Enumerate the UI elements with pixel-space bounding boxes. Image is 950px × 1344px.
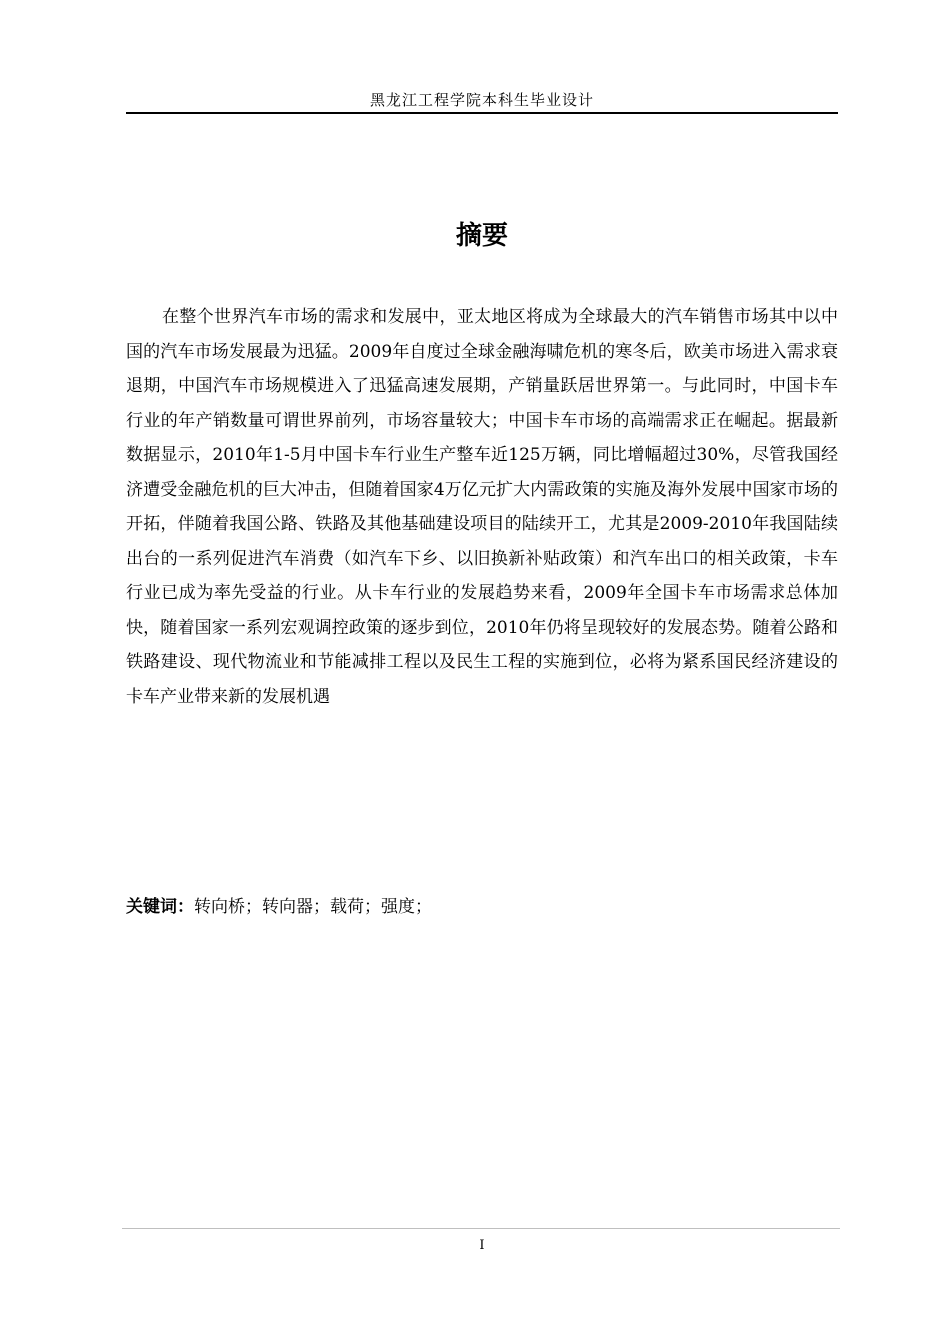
page-number: I	[479, 1238, 485, 1253]
header-text: 黑龙江工程学院本科生毕业设计	[369, 91, 594, 109]
footer-divider	[122, 1228, 840, 1229]
page-header	[126, 88, 838, 114]
keywords-value: 转向桥；转向器；载荷；强度；	[194, 897, 432, 917]
keywords-label: 关键词：	[126, 897, 194, 917]
keywords-line	[126, 893, 838, 921]
abstract-body	[126, 300, 838, 714]
abstract-title: 摘要	[455, 221, 508, 251]
abstract-paragraph: 在整个世界汽车市场的需求和发展中，亚太地区将成为全球最大的汽车销售市场其中以中国的汽车市场发展最为迅猛。2009年自度过全球金融海啸危机的寒冬后，欧美市场进入需求衰退期，中国汽车市场规模进入了迅猛高速发展期，产销量跃居世界第一。与此同时，中国卡车行业的年产销数量可谓世界前列，市场容量较大；中国卡车市场的高端需求正在崛起。据最新数据显示，2010年1-5月中国卡车行业生产整车近125万辆，同比增幅超过30%，尽管我国经济遭受金融危机的巨大冲击，但随着国家4万亿元扩大内需政策的实施及海外发展中国家市场的开拓，伴随着我国公路、铁路及其他基础建设项目的陆续开工，尤其是2009-2010年我国陆续出台的一系列促进汽车消费（如汽车下乡、以旧换新补贴政策）和汽车出口的相关政策，卡车行业已成为率先受益的行业。从卡车行业的发展趋势来看，2009年全国卡车市场需求总体加快，随着国家一系列宏观调控政策的逐步到位，2010年仍将呈现较好的发展态势。随着公路和铁路建设、现代物流业和节能减排工程以及民生工程的实施到位，必将为紧系国民经济建设的卡车产业带来新的发展机遇	[126, 307, 838, 707]
